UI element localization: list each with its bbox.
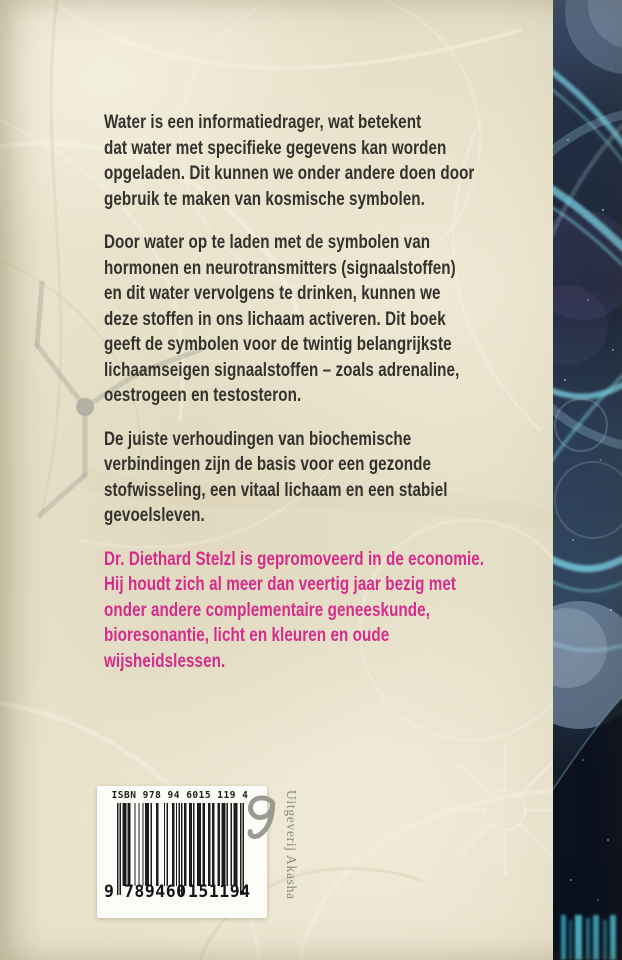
text-line: gevoelsleven. — [104, 504, 205, 526]
text-line: De juiste verhoudingen van biochemische — [104, 427, 412, 450]
blurb-text-block — [104, 110, 510, 692]
text-line: dat water met specifieke gegevens kan worden — [104, 136, 447, 159]
text-line: stofwisseling, een vitaal lichaam en een stabiel — [104, 478, 448, 501]
ean-digit-group1: 789460 — [124, 882, 187, 901]
barcode-label — [97, 786, 267, 918]
isbn-text: ISBN 978 94 6015 119 4 — [111, 790, 249, 801]
text-line: opgeladen. Dit kunnen we onder andere doen door — [104, 162, 475, 184]
blurb-paragraph — [104, 230, 510, 409]
text-line: verbindingen zijn de basis voor een gezonde — [104, 453, 432, 475]
text-line: Hij houdt zich al meer dan veertig jaar bezig met — [104, 573, 457, 595]
barcode-digits — [97, 882, 267, 902]
author-bio-paragraph — [104, 547, 510, 675]
text-line: bioresonantie, licht en kleuren en oude — [104, 624, 390, 646]
text-line: Water is een informatiedrager, wat betekent — [104, 111, 422, 133]
text-line: Dr. Diethard Stelzl is gepromoveerd in de economie. — [104, 547, 485, 570]
text-line: onder andere complementaire geneeskunde, — [104, 598, 431, 621]
text-line: lichaamseigen signaalstoffen – zoals adrenaline, — [104, 358, 460, 381]
publisher-name: Uitgeverij Akasha — [284, 790, 299, 900]
text-line: wijsheidslessen. — [104, 649, 226, 672]
blurb-paragraph — [104, 110, 510, 212]
text-line: en dit water vervolgens te drinken, kunnen we — [104, 282, 441, 304]
text-line: Door water op te laden met de symbolen van — [104, 231, 431, 253]
ean-digit-group2: 151194 — [188, 882, 251, 901]
starburst-watermark — [440, 745, 570, 875]
text-line: gebruik te maken van kosmische symbolen. — [104, 187, 425, 210]
ean-digit-left: 9 — [104, 882, 115, 901]
text-line: deze stoffen in ons lichaam activeren. Dit boek — [104, 307, 446, 330]
blurb-paragraph — [104, 427, 510, 529]
text-line: hormonen en neurotransmitters (signaalstoffen) — [104, 256, 456, 279]
fractal-art-band — [553, 0, 622, 960]
publisher-logo-icon — [243, 793, 279, 845]
text-line: geeft de symbolen voor de twintig belangrijkste — [104, 333, 452, 355]
text-line: oestrogeen en testosteron. — [104, 384, 302, 406]
